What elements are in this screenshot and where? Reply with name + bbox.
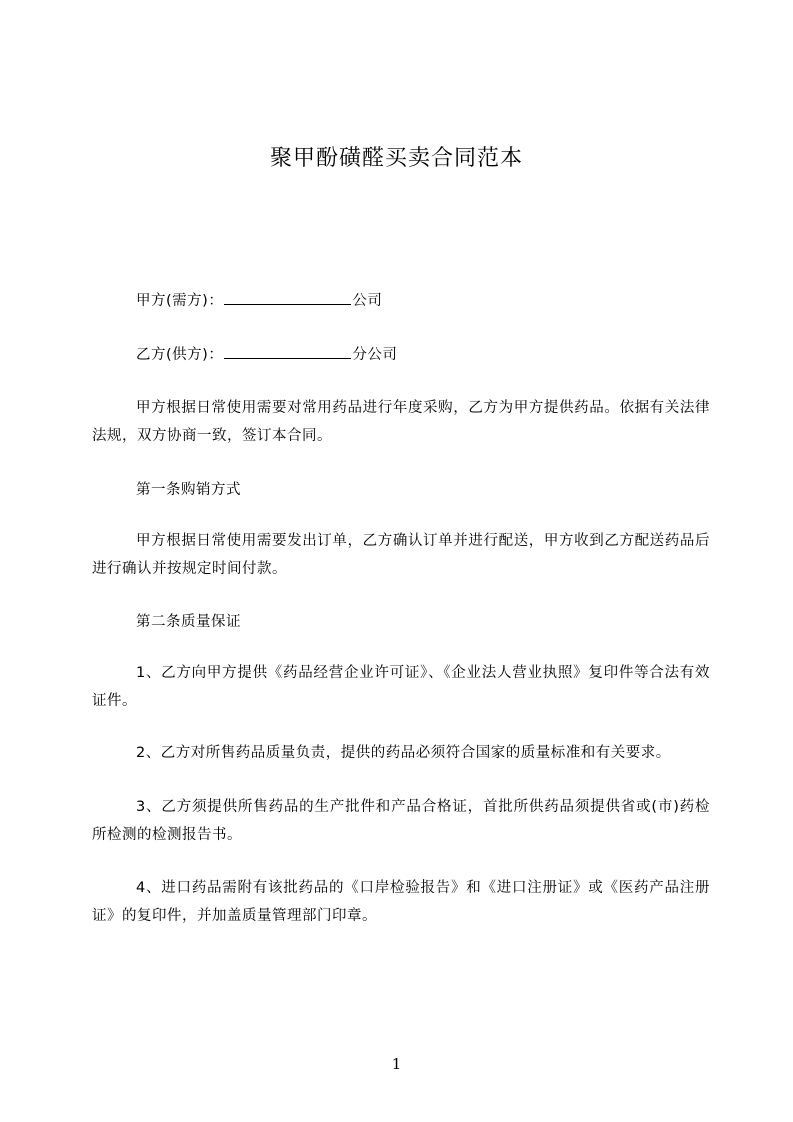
- party-b-suffix: 分公司: [352, 347, 398, 363]
- article2-heading: 第二条质量保证: [136, 614, 241, 630]
- article1-body: 甲方根据日常使用需要发出订单，乙方确认订单并进行配送，甲方收到乙方配送药品后进行确认并按规定时间付款。: [92, 533, 710, 577]
- article2-item-3: 3、乙方须提供所售药品的生产批件和产品合格证，首批所供药品须提供省或(市)药检所检测的检测报告书。: [92, 799, 710, 843]
- party-b-blank: [224, 344, 351, 359]
- party-a-blank: [224, 290, 351, 305]
- page-number: 1: [391, 1055, 402, 1073]
- article1-heading: 第一条购销方式: [136, 482, 241, 498]
- intro-paragraph: 甲方根据日常使用需要对常用药品进行年度采购，乙方为甲方提供药品。依据有关法律法规，双方协商一致，签订本合同。: [92, 400, 710, 444]
- party-a-suffix: 公司: [352, 293, 383, 309]
- article2-item-2: 2、乙方对所售药品质量负责，提供的药品必须符合国家的质量标准和有关要求。: [136, 745, 671, 761]
- article2-item-4: 4、进口药品需附有该批药品的《口岸检验报告》和《进口注册证》或《医药产品注册证》的复印件，并加盖质量管理部门印章。: [92, 880, 710, 924]
- page-title: 聚甲酚磺醛买卖合同范本: [269, 146, 523, 171]
- party-a-label: 甲方(需方)：: [136, 293, 224, 309]
- article2-item-1: 1、乙方向甲方提供《药品经营企业许可证》、《企业法人营业执照》复印件等合法有效证件。: [92, 665, 710, 709]
- party-b-line: [136, 344, 397, 365]
- party-a-line: [136, 290, 382, 311]
- party-b-label: 乙方(供方)：: [136, 347, 224, 363]
